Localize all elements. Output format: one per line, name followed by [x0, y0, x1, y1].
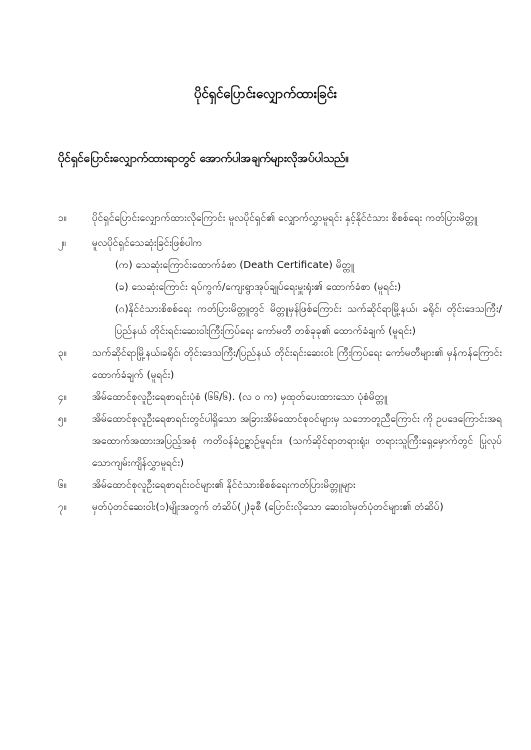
item-text: သက်ဆိုင်ရာမြို့နယ်၊ခရိုင်၊ တိုင်းဒေသကြီး/ပြည်နယ် တိုင်းရင်းဆေး၀ါး ကြီးကြပ်ရေး ကော်မတီများ၏ မှန်ကန်ကြောင်းထောက်ခံချက် (မူရင်း): [92, 348, 502, 381]
item-number: ၆။: [58, 480, 67, 491]
list-item: [58, 233, 502, 255]
item-text: မှတ်ပုံတင်ဆေး၀ါး(၁)မျိုးအတွက် တံဆိပ်(၂)ခုစီ (ပြောင်းလိုသော ဆေး၀ါးမှတ်ပုံတင်များ၏ တံဆိပ်): [92, 502, 444, 513]
document-subtitle: ပိုင်ရှင်ပြောင်းလျှောက်ထားရာတွင် အောက်ပါအချက်များလိုအပ်ပါသည်။: [58, 151, 350, 165]
item-number: ၂။: [58, 238, 66, 249]
list-item: [58, 208, 502, 230]
list-item: [58, 497, 502, 519]
list-item: [58, 409, 502, 475]
death-sublist: [58, 255, 502, 343]
sub-item-kha: (ခ) သေဆုံးကြောင်း ရပ်ကွက်/ကျေးရွာအုပ်ချုပ်ရေးမှူးရုံး၏ ထောက်ခံစာ (မူရင်း): [115, 282, 401, 293]
list-item: [58, 387, 502, 409]
item-text: အိမ်ထောင်စုလူဦးရေစာရင်းပုံစံ (၆၆/၆). (လ ဝ က) မှထုတ်ပေးထားသော ပုံစံမိတ္တူ: [92, 392, 388, 403]
list-item: [58, 475, 502, 497]
item-text: မူလပိုင်ရှင်သေဆုံးခြင်းဖြစ်ပါက: [92, 238, 203, 249]
requirements-list: [58, 208, 502, 519]
item-text: အိမ်ထောင်စုလူဦးရေစာရင်း၀င်များ၏ နိုင်ငံသားစိစစ်ရေးကတ်ပြားမိတ္တူများ: [92, 480, 356, 491]
sub-item-ga: (ဂ)နိုင်ငံသားစိစစ်ရေး ကတ်ပြားမိတ္တူတွင် မိတ္တူမှန်ဖြစ်ကြောင်း သက်ဆိုင်ရာမြို့နယ်၊ ခရိုင်၊ တိုင်းဒေသကြီး/ပြည်နယ် တိုင်းရင်းဆေး၀ါးကြီးကြပ်ရေး ကော်မတီ တစ်ခုခု၏ ထောက်ခံချက် (မူရင်း): [115, 304, 502, 337]
item-number: ၁။: [58, 213, 67, 224]
list-item: [58, 343, 502, 387]
sub-item-ka: (က) သေဆုံးကြောင်းထောက်ခံစာ (Death Certificate) မိတ္တူ: [115, 260, 355, 271]
item-number: ၃။: [58, 348, 67, 359]
document-title: ပိုင်ရှင်ပြောင်းလျှောက်ထားခြင်း: [193, 87, 338, 102]
item-text: အိမ်ထောင်စုလူဦးရေစာရင်းတွင်ပါရှိသော အခြားအိမ်ထောင်စုဝင်များမှ သဘောတူညီကြောင်း ကို ဥပဒေကြောင်းအရ အထောက်အထားအပြည့်အစုံ ကတိ၀န်ခံဥဉ္ဇာဥ်မူရင်း။ (သက်ဆိုင်ရာတရားရုံး၊ တရားသူကြီးရှေ့မှောက်တွင် ပြုလုပ်သောကျမ်းကျိန်လွှာမူရင်း): [92, 414, 502, 469]
item-text: ပိုင်ရှင်ပြောင်းလျှောက်ထားလိုကြောင်း မူလပိုင်ရှင်၏ လျှောက်လွှာမူရင်း နှင့်နိုင်ငံသား စိစစ်ရေး ကတ်ပြားမိတ္တူ: [92, 213, 478, 224]
item-number: ၅။: [58, 414, 67, 425]
item-number: ၇။: [58, 502, 67, 513]
item-number: ၄။: [58, 392, 67, 403]
